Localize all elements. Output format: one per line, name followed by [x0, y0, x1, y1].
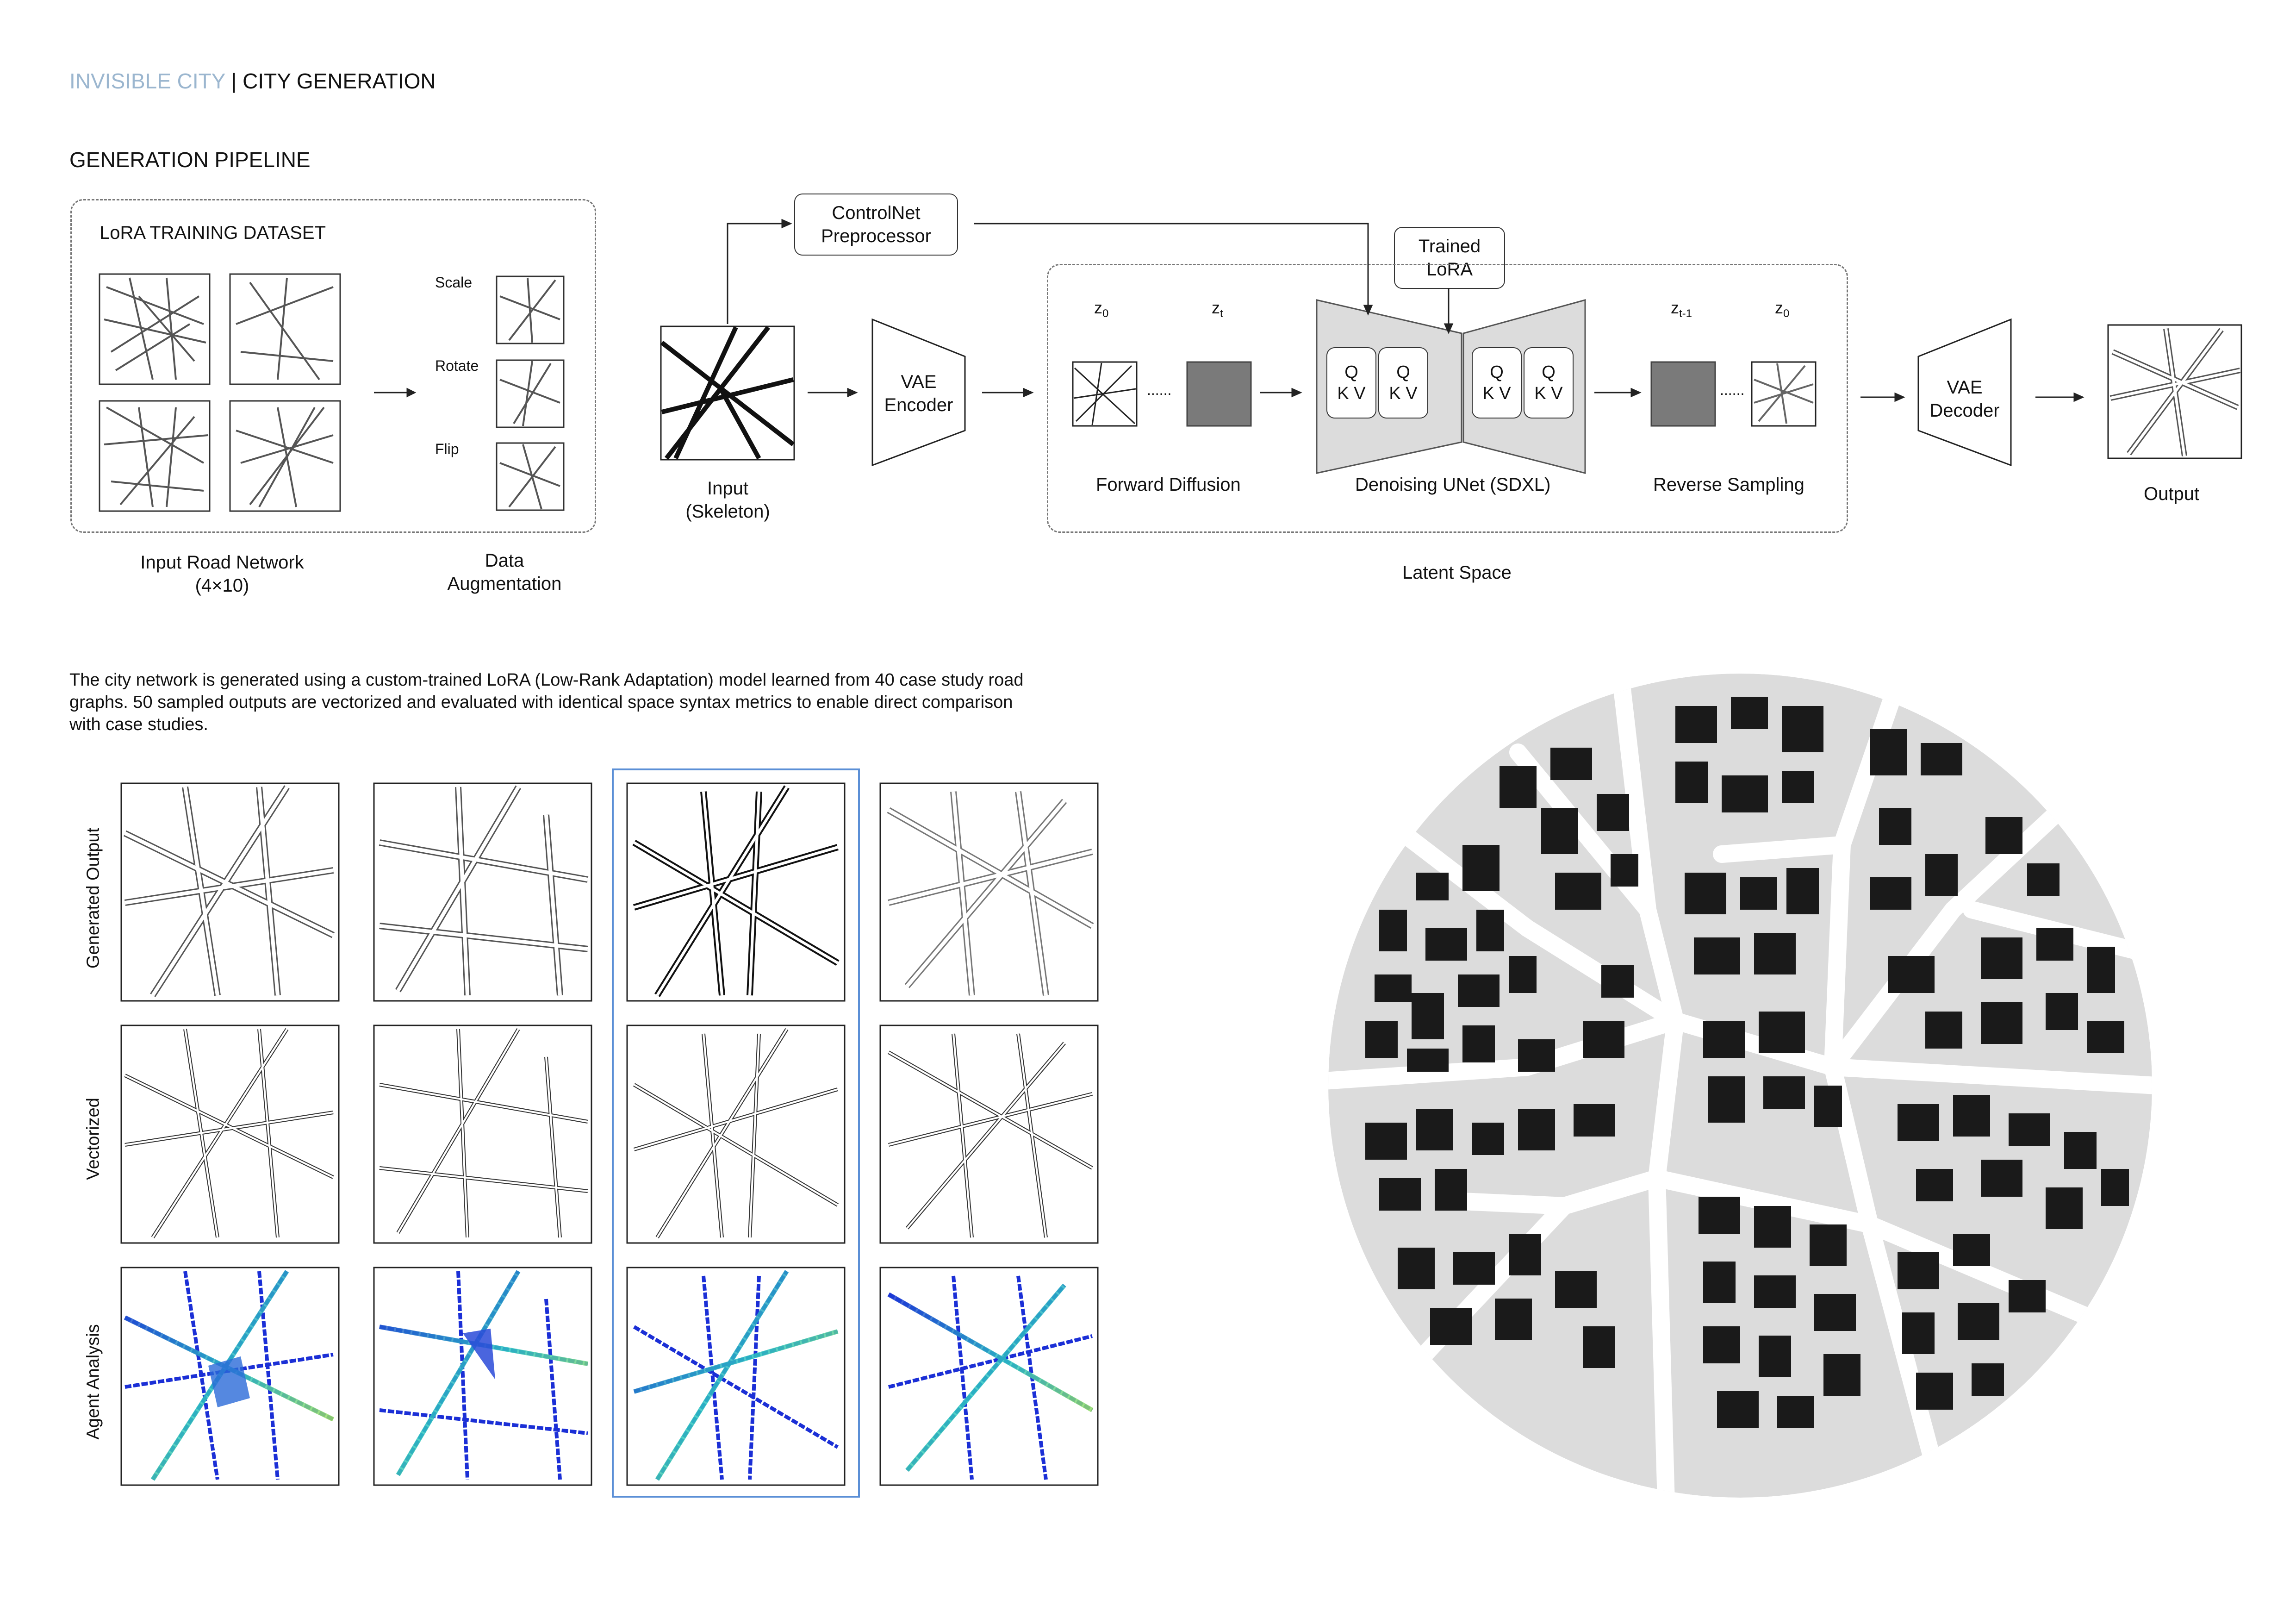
building	[2101, 1169, 2129, 1206]
building	[1476, 910, 1504, 951]
building	[1675, 706, 1717, 743]
building	[1981, 1160, 2022, 1197]
dots-reverse: ......	[1720, 381, 1745, 398]
building	[1435, 1169, 1467, 1211]
building	[1902, 1312, 1935, 1354]
building	[2046, 1187, 2083, 1229]
building	[1472, 1123, 1504, 1155]
building	[1601, 965, 1634, 998]
building	[1754, 1275, 1796, 1308]
building	[1462, 1025, 1495, 1062]
latent-space-label: Latent Space	[1402, 562, 1512, 583]
building	[1694, 937, 1740, 974]
vae-encoder-line1: VAE	[901, 372, 937, 392]
dataset-title: LoRA TRAINING DATASET	[100, 223, 326, 243]
building	[1518, 1109, 1555, 1150]
building	[1953, 1234, 1990, 1266]
title-section: CITY GENERATION	[243, 69, 436, 93]
building	[1782, 706, 1823, 752]
aug-flip-label: Flip	[435, 441, 459, 457]
building	[1379, 1178, 1421, 1211]
building	[1685, 873, 1726, 914]
building	[1583, 1021, 1624, 1058]
qkv-kv: K V	[1389, 384, 1418, 403]
zt1-letter: z	[1671, 298, 1679, 317]
building	[1416, 1109, 1453, 1150]
building	[1703, 1021, 1745, 1058]
building	[1879, 808, 1911, 845]
building	[1786, 868, 1819, 914]
controlnet-line2: Preprocessor	[821, 226, 931, 246]
title-separator: |	[225, 69, 243, 93]
building	[1921, 743, 1962, 775]
building	[1810, 1224, 1847, 1266]
building	[1722, 775, 1768, 812]
section-heading: GENERATION PIPELINE	[69, 148, 311, 172]
building	[1870, 877, 1911, 910]
aug-rotate-label: Rotate	[435, 357, 479, 374]
description-line1: The city network is generated using a custom-trained LoRA (Low-Rank Adaptation) model learned from 40 case study road	[69, 670, 1024, 690]
data-aug-line2: Augmentation	[447, 574, 562, 594]
input-network-line2: (4×10)	[195, 575, 249, 596]
building	[1759, 1336, 1791, 1377]
vae-decoder-line2: Decoder	[1929, 400, 2000, 421]
title-project: INVISIBLE CITY	[69, 69, 225, 93]
qkv-kv: K V	[1482, 384, 1511, 403]
building	[1453, 1252, 1495, 1285]
building	[1981, 1002, 2022, 1044]
trained-lora-line2: LoRA	[1426, 259, 1473, 280]
building	[1708, 1076, 1745, 1123]
qkv-q: Q	[1344, 362, 1358, 382]
building	[1500, 766, 1537, 808]
building	[1699, 1197, 1740, 1234]
building	[1898, 1104, 1939, 1141]
building	[1782, 771, 1814, 803]
building	[2087, 1021, 2124, 1053]
building	[2046, 993, 2078, 1030]
building	[1555, 873, 1601, 910]
building	[1925, 854, 1958, 896]
building	[1430, 1308, 1472, 1345]
building	[1985, 817, 2022, 854]
building	[2009, 1113, 2050, 1146]
building	[1898, 1252, 1939, 1289]
description-line3: with case studies.	[69, 715, 208, 734]
dots-forward: ......	[1147, 381, 1172, 398]
building	[1981, 937, 2022, 979]
building	[1597, 794, 1629, 831]
aug-scale-label: Scale	[435, 274, 473, 291]
building	[1379, 910, 1407, 951]
input-network-line1: Input Road Network	[140, 552, 304, 573]
building	[2027, 863, 2060, 896]
building	[1416, 873, 1449, 900]
building	[1703, 1262, 1736, 1303]
qkv-kv: K V	[1534, 384, 1563, 403]
vae-encoder-line2: Encoder	[884, 395, 953, 415]
reverse-sampling-label: Reverse Sampling	[1653, 475, 1804, 495]
street	[1722, 845, 1842, 854]
z0b-subscript: 0	[1783, 307, 1790, 320]
building	[1425, 928, 1467, 961]
building	[1777, 1396, 1814, 1428]
building	[1763, 1076, 1805, 1109]
vectorized-3	[627, 1025, 845, 1243]
building	[1814, 1294, 1856, 1331]
building	[1509, 956, 1537, 993]
building	[1365, 1021, 1398, 1058]
building	[1703, 1326, 1740, 1363]
z0-subscript: 0	[1102, 307, 1109, 320]
qkv-q: Q	[1542, 362, 1556, 382]
zt-subscript: t	[1220, 307, 1223, 320]
building	[1412, 993, 1444, 1039]
building	[2009, 1280, 2046, 1312]
gen-output-3	[627, 783, 845, 1001]
building	[1754, 933, 1796, 974]
vectorized-1	[121, 1025, 339, 1243]
row-label-generated: Generated Output	[83, 827, 103, 969]
building	[1888, 956, 1935, 993]
zt-letter: z	[1212, 298, 1220, 317]
gen-output-1	[121, 783, 339, 1001]
building	[1925, 1012, 1962, 1049]
building	[1458, 974, 1500, 1007]
building	[2087, 947, 2115, 993]
description-line2: graphs. 50 sampled outputs are vectorized and evaluated with identical space syntax metrics to enable direct comparison	[69, 693, 1013, 712]
building	[1759, 1012, 1805, 1053]
input-line2: (Skeleton)	[685, 501, 770, 522]
building	[1509, 1234, 1541, 1275]
street	[1462, 1201, 1564, 1206]
forward-diffusion-label: Forward Diffusion	[1096, 475, 1241, 495]
row-label-agent: Agent Analysis	[83, 1324, 103, 1440]
building	[1823, 1354, 1860, 1396]
building	[2036, 928, 2073, 961]
building	[1398, 1248, 1435, 1289]
trained-lora-line1: Trained	[1418, 236, 1481, 256]
controlnet-line1: ControlNet	[832, 203, 921, 223]
z0b-letter: z	[1775, 298, 1783, 317]
building	[1462, 845, 1500, 891]
building	[1407, 1049, 1449, 1072]
building	[1555, 1271, 1597, 1308]
row-label-vectorized: Vectorized	[83, 1098, 103, 1180]
building	[1958, 1303, 1999, 1340]
z0-letter: z	[1094, 298, 1102, 317]
building	[1731, 697, 1768, 729]
qkv-q: Q	[1396, 362, 1410, 382]
agent-analysis-3	[627, 1268, 845, 1485]
building	[1574, 1104, 1615, 1137]
output-label: Output	[2144, 484, 2200, 504]
qkv-kv: K V	[1337, 384, 1366, 403]
building	[1518, 1039, 1555, 1072]
unet-label: Denoising UNet (SDXL)	[1355, 475, 1551, 495]
building	[1953, 1095, 1990, 1137]
building	[1916, 1169, 1953, 1201]
building	[1972, 1363, 2004, 1396]
building	[1754, 1206, 1791, 1248]
city-plan	[1324, 669, 2157, 1502]
building	[1611, 854, 1638, 887]
building	[1495, 1299, 1532, 1340]
zt1-subscript: t-1	[1679, 307, 1692, 320]
data-aug-line1: Data	[485, 550, 524, 571]
building	[1740, 877, 1777, 910]
building	[1675, 762, 1708, 803]
building	[1550, 748, 1592, 780]
building	[1583, 1326, 1615, 1368]
building	[1916, 1373, 1953, 1410]
building	[1541, 808, 1578, 854]
building	[1717, 1391, 1759, 1428]
building	[1375, 974, 1412, 1002]
building	[2064, 1132, 2097, 1169]
building	[1814, 1086, 1842, 1127]
qkv-q: Q	[1490, 362, 1504, 382]
input-line1: Input	[707, 478, 748, 499]
vae-decoder-line1: VAE	[1947, 377, 1983, 398]
building	[1365, 1123, 1407, 1160]
building	[1870, 729, 1907, 775]
